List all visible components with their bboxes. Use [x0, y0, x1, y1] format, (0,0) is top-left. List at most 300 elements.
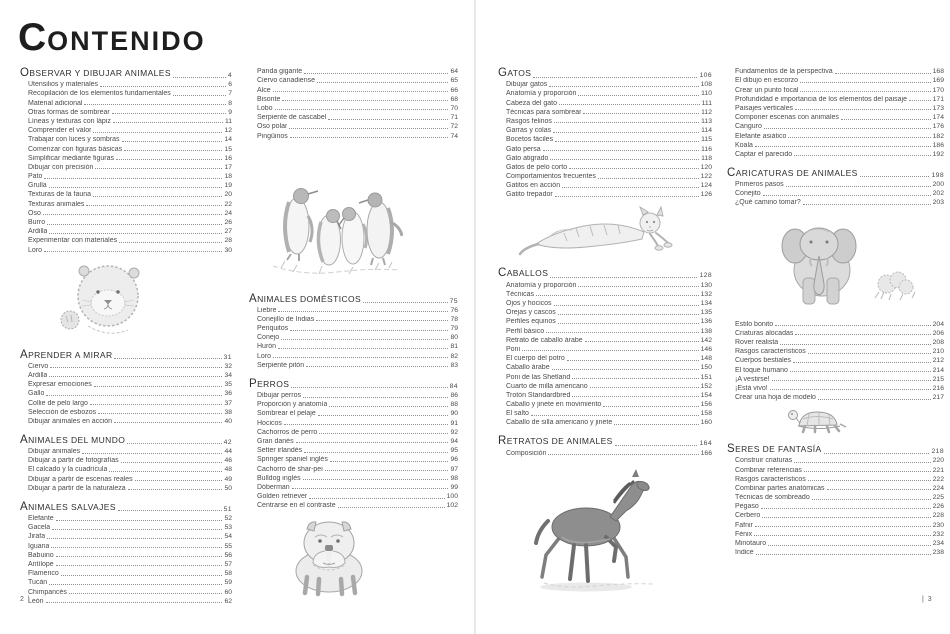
- entry-label: Ciervo: [28, 362, 49, 370]
- dot-leader: [363, 302, 448, 303]
- dot-leader: [44, 178, 222, 179]
- entry-label: Simplificar mediante figuras: [28, 154, 114, 162]
- toc-entry: [727, 392, 944, 401]
- dot-leader: [128, 489, 223, 490]
- toc-entry: [20, 455, 232, 464]
- dot-leader: [273, 91, 449, 92]
- dot-leader: [578, 286, 698, 287]
- toc-section: [249, 66, 458, 140]
- entry-page-number: 19: [224, 182, 232, 190]
- dot-leader: [780, 344, 930, 345]
- entry-label: Rasgos felinos: [506, 117, 552, 125]
- toc-column-2: [249, 66, 458, 597]
- dot-leader: [303, 479, 449, 480]
- toc-section: [249, 377, 458, 509]
- entry-label: Retrato de caballo árabe: [506, 336, 583, 344]
- entry-page-number: 59: [224, 579, 232, 587]
- entry-page-number: 82: [450, 352, 458, 360]
- toc-entry: [498, 279, 712, 288]
- entry-page-number: 142: [700, 336, 712, 344]
- dot-leader: [290, 137, 449, 138]
- toc-entry: [727, 492, 944, 501]
- entry-page-number: 50: [224, 484, 232, 492]
- dot-leader: [296, 442, 449, 443]
- entry-label: Proporción y anatomía: [257, 401, 328, 409]
- entry-page-number: 90: [450, 410, 458, 418]
- toc-section-header: [727, 166, 944, 179]
- toc-entry: [20, 361, 232, 370]
- dot-leader: [522, 350, 699, 351]
- entry-label: Gallo: [28, 390, 45, 398]
- entry-page-number: 74: [450, 132, 458, 140]
- toc-entry: [20, 143, 232, 152]
- entry-page-number: 66: [450, 86, 458, 94]
- dot-leader: [304, 73, 448, 74]
- toc-entry: [498, 371, 712, 380]
- toc-entry: [249, 482, 458, 491]
- entry-label: Crear un punto focal: [735, 86, 799, 94]
- entry-label: Collie de pelo largo: [28, 399, 88, 407]
- entry-page-number: 170: [932, 86, 944, 94]
- dot-leader: [585, 341, 699, 342]
- toc-entry: [249, 417, 458, 426]
- toc-entry: [249, 75, 458, 84]
- entry-label: ¡A vestirse!: [735, 375, 770, 383]
- entry-page-number: 222: [932, 475, 944, 483]
- entry-page-number: 202: [932, 190, 944, 198]
- entry-page-number: 97: [450, 465, 458, 473]
- toc-entry: [498, 362, 712, 371]
- entry-page-number: 40: [224, 417, 232, 425]
- dot-leader: [578, 95, 699, 96]
- toc-entry: [498, 97, 712, 106]
- dot-leader: [119, 242, 222, 243]
- entry-page-number: 26: [224, 219, 232, 226]
- toc-entry: [20, 550, 232, 559]
- entry-page-number: 122: [700, 173, 712, 181]
- entry-page-number: 38: [224, 408, 232, 416]
- dot-leader: [95, 168, 222, 169]
- entry-label: Gatito trepador: [506, 191, 553, 199]
- dot-leader: [69, 593, 223, 594]
- toc-section: [20, 433, 232, 492]
- entry-label: Fénix: [735, 530, 753, 538]
- toc-entry: [727, 328, 944, 337]
- dot-leader: [93, 132, 222, 133]
- toc-entry: [727, 364, 944, 373]
- entry-page-number: 112: [701, 108, 712, 116]
- entry-page-number: 32: [224, 362, 232, 370]
- entry-label: Otras formas de sombrear: [28, 108, 110, 116]
- toc-entry: [498, 316, 712, 325]
- entry-label: Chimpancés: [28, 588, 67, 596]
- dot-leader: [46, 602, 223, 603]
- entry-label: Combinar referencias: [735, 466, 802, 474]
- dot-leader: [173, 95, 226, 96]
- dot-leader: [330, 461, 449, 462]
- entry-label: Caballo árabe: [506, 364, 550, 372]
- entry-label: Conejo: [257, 334, 280, 342]
- toc-entry: [20, 125, 232, 134]
- entry-label: Panda gigante: [257, 68, 303, 76]
- dot-leader: [275, 109, 449, 110]
- entry-page-number: 130: [700, 281, 712, 289]
- entry-label: Fundamentos de la perspectiva: [735, 68, 833, 76]
- dot-leader: [827, 489, 931, 490]
- entry-page-number: 22: [224, 200, 232, 208]
- entry-page-number: 152: [700, 382, 712, 390]
- entry-label: Dibujar animales en acción: [28, 417, 113, 425]
- toc-entry: [20, 407, 232, 416]
- dot-leader: [52, 529, 222, 530]
- entry-label: Orejas y cascos: [506, 309, 556, 317]
- entry-page-number: 18: [224, 173, 232, 181]
- toc-entry: [20, 88, 232, 97]
- entry-page-number: 56: [224, 551, 232, 559]
- entry-label: Elefante: [28, 515, 54, 522]
- page-number-right: | 3: [922, 596, 933, 603]
- dot-leader: [772, 380, 931, 381]
- toc-entry: [249, 103, 458, 112]
- dot-leader: [762, 517, 930, 518]
- toc-section-header: [498, 266, 712, 279]
- entry-page-number: 134: [700, 300, 712, 307]
- dot-leader: [51, 547, 222, 548]
- entry-page-number: 182: [932, 132, 944, 140]
- toc-entry: [249, 332, 458, 341]
- entry-page-number: 72: [450, 123, 458, 131]
- dot-leader: [317, 82, 448, 83]
- entry-label: Caballo y jinete en movimiento: [506, 401, 602, 409]
- toc-section: [727, 318, 944, 401]
- entry-label: Serpiente pitón: [257, 361, 305, 369]
- toc-entry: [498, 134, 712, 143]
- dot-leader: [94, 386, 223, 387]
- dot-leader: [135, 480, 223, 481]
- entry-label: Composición: [506, 449, 547, 457]
- toc-section: [249, 292, 458, 369]
- toc-entry: [20, 180, 232, 189]
- entry-label: Perfiles equinos: [506, 318, 556, 326]
- entry-page-number: 226: [932, 503, 944, 511]
- entry-label: El cuerpo del potro: [506, 355, 565, 363]
- dot-leader: [536, 295, 699, 296]
- entry-page-number: 168: [932, 68, 944, 76]
- entry-page-number: 46: [224, 457, 232, 465]
- entry-label: Cuarto de milla americano: [506, 382, 588, 390]
- dot-leader: [552, 369, 699, 370]
- entry-label: El calcado y la cuadrícula: [28, 466, 108, 474]
- toc-section: [727, 442, 944, 556]
- toc-entry: [249, 360, 458, 369]
- toc-entry: [20, 483, 232, 492]
- entry-label: Golden retriever: [257, 493, 308, 501]
- entry-page-number: 86: [450, 392, 458, 399]
- dot-leader: [328, 119, 448, 120]
- entry-label: Periquitos: [257, 325, 289, 333]
- toc-entry: [498, 88, 712, 97]
- dot-leader: [338, 507, 445, 508]
- dot-leader: [100, 86, 226, 87]
- toc-entry: [498, 390, 712, 399]
- entry-label: El salto: [506, 410, 529, 418]
- dot-leader: [318, 415, 449, 416]
- entry-label: Criaturas alocadas: [735, 329, 794, 337]
- entry-page-number: 156: [700, 401, 712, 409]
- entry-label: Bulldog inglés: [257, 474, 301, 482]
- section-title: PERROS: [249, 377, 290, 390]
- section-title: ANIMALES SALVAJES: [20, 500, 116, 513]
- entry-page-number: 221: [932, 466, 944, 474]
- section-title: GATOS: [498, 67, 532, 79]
- entry-label: Liebre: [257, 306, 277, 314]
- dot-leader: [909, 100, 931, 101]
- toc-entry: [727, 149, 944, 158]
- entry-label: Crear una hoja de modelo: [735, 394, 816, 402]
- otter-sketch: [46, 256, 232, 344]
- dot-leader: [316, 320, 448, 321]
- entry-label: Comprender el valor: [28, 127, 92, 135]
- entry-page-number: 8: [228, 99, 232, 107]
- dot-leader: [533, 77, 697, 78]
- entry-label: Selección de esbozos: [28, 408, 97, 416]
- toc-entry: [498, 447, 712, 456]
- toc-section: [20, 348, 232, 425]
- entry-label: Cachorros de perro: [257, 428, 318, 436]
- toc-entry: [20, 134, 232, 143]
- entry-label: Flamenco: [28, 570, 59, 578]
- entry-page-number: 106: [699, 72, 712, 79]
- toc-entry: [498, 344, 712, 353]
- dot-leader: [113, 122, 223, 123]
- toc-entry: [249, 66, 458, 75]
- entry-label: Tucán: [28, 579, 48, 587]
- toc-section: [498, 66, 712, 198]
- entry-label: Profundidad e importancia de los elementos del paisaje: [735, 95, 907, 103]
- entry-label: Loro: [28, 246, 43, 254]
- entry-page-number: 62: [224, 597, 232, 605]
- dot-leader: [808, 480, 931, 481]
- dot-leader: [278, 348, 448, 349]
- dot-leader: [786, 186, 931, 187]
- entry-page-number: 136: [700, 318, 712, 326]
- toc-entry: [249, 454, 458, 463]
- dot-leader: [93, 196, 222, 197]
- entry-page-number: 176: [932, 123, 944, 131]
- entry-page-number: 102: [446, 502, 458, 510]
- toc-entry: [20, 388, 232, 397]
- dot-leader: [56, 556, 223, 557]
- dot-leader: [49, 376, 222, 377]
- toc-entry: [249, 408, 458, 417]
- entry-label: Poni: [506, 345, 521, 353]
- toc-entry: [249, 314, 458, 323]
- toc-entry: [727, 483, 944, 492]
- entry-label: Dibujar animales: [28, 448, 81, 456]
- entry-label: Antílope: [28, 560, 54, 568]
- toc-entry: [20, 568, 232, 577]
- toc-section: [20, 500, 232, 605]
- toc-entry: [498, 171, 712, 180]
- dot-leader: [558, 314, 699, 315]
- entry-page-number: 116: [701, 145, 712, 153]
- dot-leader: [306, 366, 448, 367]
- toc-entry: [727, 130, 944, 139]
- dot-leader: [755, 146, 931, 147]
- entry-label: Comenzar con figuras básicas: [28, 145, 123, 153]
- entry-label: Rasgos característicos: [735, 475, 806, 483]
- toc-entry: [20, 379, 232, 388]
- dot-leader: [764, 128, 931, 129]
- toc-entry: [249, 491, 458, 500]
- entry-page-number: 169: [932, 77, 944, 85]
- toc-entry: [20, 531, 232, 540]
- toc-entry: [727, 455, 944, 464]
- entry-page-number: 171: [932, 95, 944, 103]
- dot-leader: [835, 73, 931, 74]
- entry-label: Dibujar gatos: [506, 81, 548, 89]
- entry-page-number: 124: [700, 182, 712, 190]
- dot-leader: [281, 339, 448, 340]
- entry-label: Técnicas: [506, 290, 535, 298]
- entry-page-number: 7: [228, 90, 232, 98]
- toc-entry: [498, 107, 712, 116]
- toc-entry: [249, 305, 458, 314]
- dot-leader: [304, 452, 448, 453]
- entry-page-number: 218: [931, 448, 944, 456]
- toc-section-header: [20, 66, 232, 79]
- entry-label: Paisajes verticales: [735, 104, 793, 112]
- toc-entry: [20, 226, 232, 235]
- dot-leader: [555, 196, 699, 197]
- entry-label: Grulla: [28, 182, 47, 190]
- entry-page-number: 113: [701, 117, 712, 125]
- turtle-sketch: [785, 406, 944, 434]
- dot-leader: [543, 150, 700, 151]
- entry-page-number: 220: [932, 457, 944, 465]
- entry-label: Dibujar a partir de escenas reales: [28, 475, 133, 483]
- entry-page-number: 228: [932, 512, 944, 520]
- dot-leader: [824, 453, 930, 454]
- toc-entry: [498, 162, 712, 171]
- entry-label: Jirafa: [28, 533, 46, 541]
- toc-entry: [249, 323, 458, 332]
- entry-page-number: 6: [228, 81, 232, 89]
- dot-leader: [49, 584, 222, 585]
- toc-entry: [20, 235, 232, 244]
- toc-entry: [249, 350, 458, 359]
- toc-entry: [20, 540, 232, 549]
- entry-label: León: [28, 597, 44, 605]
- entry-page-number: 58: [224, 570, 232, 578]
- toc-entry: [20, 446, 232, 455]
- toc-entry: [498, 289, 712, 298]
- entry-label: Trotón Standardbred: [506, 391, 571, 399]
- toc-entry: [249, 500, 458, 509]
- entry-page-number: 232: [932, 530, 944, 538]
- toc-entry: [249, 390, 458, 399]
- entry-label: Babuino: [28, 551, 54, 559]
- entry-page-number: 118: [701, 154, 712, 162]
- dot-leader: [550, 277, 697, 278]
- dot-leader: [124, 150, 222, 151]
- dot-leader: [567, 360, 699, 361]
- toc-entry: [727, 188, 944, 197]
- entry-label: Técnicas de sombreado: [735, 494, 810, 502]
- toc-entry: [498, 417, 712, 426]
- toc-section-header: [20, 433, 232, 446]
- dot-leader: [82, 453, 222, 454]
- entry-page-number: 11: [224, 117, 232, 125]
- entry-page-number: 64: [450, 68, 458, 76]
- dot-leader: [546, 332, 699, 333]
- entry-page-number: 216: [932, 384, 944, 392]
- toc-entry: [498, 353, 712, 362]
- section-title: OBSERVAR Y DIBUJAR ANIMALES: [20, 67, 171, 79]
- toc-entry: [20, 189, 232, 198]
- entry-page-number: 160: [700, 419, 712, 427]
- dot-leader: [795, 334, 930, 335]
- dot-leader: [290, 330, 448, 331]
- entry-page-number: 132: [700, 290, 712, 298]
- entry-page-number: 28: [224, 237, 232, 245]
- toc-entry: [249, 463, 458, 472]
- entry-label: Bocetos fáciles: [506, 136, 554, 144]
- dot-leader: [50, 367, 222, 368]
- entry-page-number: 135: [700, 309, 712, 317]
- toc-entry: [727, 318, 944, 327]
- entry-label: Ojos y hocicos: [506, 300, 552, 307]
- entry-page-number: 138: [700, 327, 712, 335]
- toc-entry: [498, 79, 712, 88]
- entry-label: Texturas de la fauna: [28, 191, 92, 199]
- entry-label: Iguana: [28, 542, 50, 550]
- entry-label: Loro: [257, 352, 272, 360]
- entry-label: Pingüinos: [257, 132, 288, 140]
- toc-entry: [727, 197, 944, 206]
- entry-page-number: 115: [701, 136, 712, 144]
- toc-entry: [20, 464, 232, 473]
- toc-entry: [20, 162, 232, 171]
- entry-page-number: 114: [701, 127, 712, 135]
- dot-leader: [860, 176, 930, 177]
- entry-label: Setter irlandés: [257, 447, 303, 455]
- section-title: CABALLOS: [498, 267, 549, 280]
- entry-label: Expresar emociones: [28, 381, 92, 389]
- entry-label: Springer spaniel inglés: [257, 456, 328, 464]
- entry-page-number: 30: [224, 246, 232, 254]
- toc-section: [498, 266, 712, 426]
- dot-leader: [329, 406, 448, 407]
- dot-leader: [794, 462, 930, 463]
- entry-label: Alce: [257, 86, 271, 94]
- entry-label: Caballo de silla americano y jinete: [506, 419, 613, 427]
- section-title: CARICATURAS DE ANIMALES: [727, 166, 858, 179]
- entry-page-number: 48: [224, 466, 232, 474]
- entry-page-number: 217: [932, 394, 944, 402]
- entry-label: Gatos de pelo corto: [506, 163, 568, 171]
- entry-page-number: 54: [224, 533, 232, 541]
- entry-page-number: 126: [700, 191, 712, 199]
- entry-label: Estilo bonito: [735, 320, 774, 328]
- section-title: ANIMALES DEL MUNDO: [20, 433, 126, 446]
- entry-page-number: 100: [446, 493, 458, 501]
- toc-entry: [727, 346, 944, 355]
- entry-label: Componer escenas con animales: [735, 114, 839, 122]
- entry-label: Dibujar a partir de fotografías: [28, 457, 119, 465]
- entry-label: Gato persa: [506, 145, 541, 153]
- entry-page-number: 79: [450, 325, 458, 333]
